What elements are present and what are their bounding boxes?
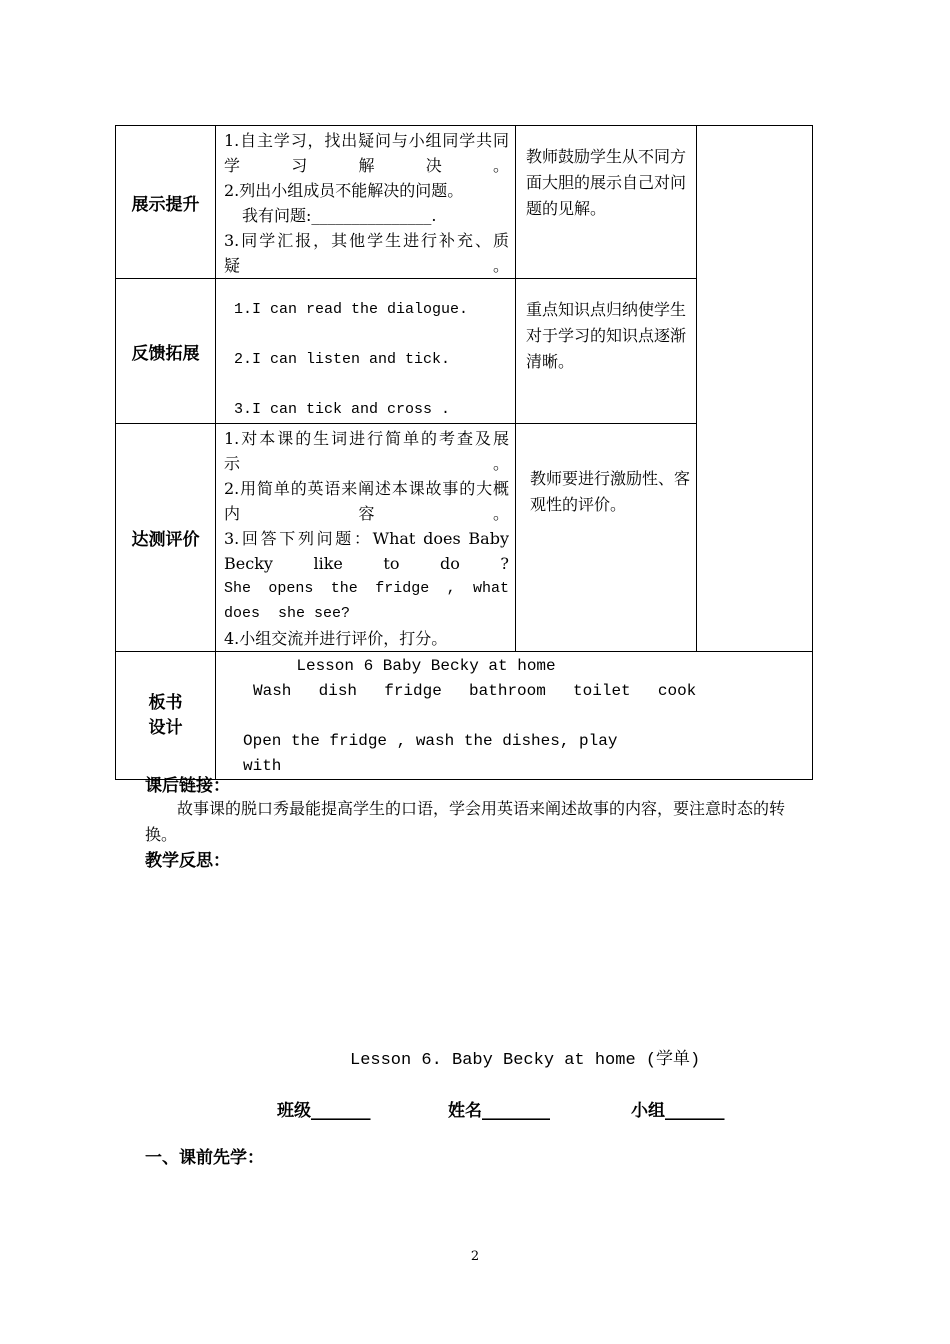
activity-cell <box>216 126 516 279</box>
after-class-text: 故事课的脱口秀最能提高学生的口语，学会用英语来阐述故事的内容，要注意时态的转换。 <box>145 799 786 844</box>
table-row <box>116 126 813 279</box>
activity-line: 3.同学汇报，其他学生进行补充、质疑。 <box>224 231 509 275</box>
board-phrases: Open the fridge , wash the dishes, play with <box>243 732 618 775</box>
board-label-line: 设计 <box>148 717 183 738</box>
page-number: 2 <box>470 1249 480 1264</box>
board-words: Wash dish fridge bathroom toilet cook <box>253 682 697 700</box>
activity-line: 1.自主学习，找出疑问与小组同学共同学习解决。 <box>224 131 509 175</box>
reflection-heading: 教学反思： <box>145 851 230 871</box>
after-class-heading: 课后链接： <box>145 776 230 796</box>
worksheet-title: Lesson 6. Baby Becky at home (学单) <box>350 1051 701 1070</box>
activity-line: does she see? <box>224 605 351 622</box>
group-field-label: 小组_______ <box>631 1101 725 1121</box>
teacher-note-cell <box>516 126 697 279</box>
teacher-note: 教师要进行激励性、客观性的评价。 <box>530 469 691 514</box>
activity-cell <box>216 279 516 424</box>
activity-line: 3.回答下列问题：What does Baby Becky like to do ? <box>224 529 509 573</box>
teacher-note-cell <box>516 424 697 652</box>
table-row-board <box>116 652 813 780</box>
class-field-label: 班级_______ <box>277 1101 371 1121</box>
activity-line: 2.用简单的英语来阐述本课故事的大概内容。 <box>224 479 509 523</box>
activity-line: 1.I can read the dialogue. <box>234 301 469 318</box>
teacher-note-cell <box>516 279 697 424</box>
lesson-plan-table <box>115 125 813 780</box>
activity-line: She opens the fridge , what <box>224 580 509 597</box>
row-label: 达测评价 <box>116 424 216 652</box>
board-label <box>116 652 216 780</box>
teacher-note: 重点知识点归纳使学生对于学习的知识点逐渐清晰。 <box>526 300 687 371</box>
activity-line: 1.对本课的生词进行简单的考查及展示。 <box>224 429 509 473</box>
row-label: 反馈拓展 <box>116 279 216 424</box>
activity-line: 2.I can listen and tick. <box>234 351 451 368</box>
blank-column-cell <box>697 126 813 652</box>
activity-line: 我有问题:_______________. <box>242 206 437 225</box>
activity-line: 2.列出小组成员不能解决的问题。 <box>224 181 464 200</box>
board-title: Lesson 6 Baby Becky at home <box>296 657 556 675</box>
name-field-label: 姓名________ <box>448 1101 550 1121</box>
board-label-line: 板书 <box>148 692 183 713</box>
section-heading: 一、课前先学： <box>145 1148 264 1168</box>
teacher-note: 教师鼓励学生从不同方面大胆的展示自己对问题的见解。 <box>526 147 687 218</box>
activity-line: 3.I can tick and cross . <box>234 401 451 418</box>
row-label: 展示提升 <box>116 126 216 279</box>
board-design-cell <box>216 652 813 780</box>
activity-cell <box>216 424 516 652</box>
activity-line: 4.小组交流并进行评价，打分。 <box>224 629 448 648</box>
